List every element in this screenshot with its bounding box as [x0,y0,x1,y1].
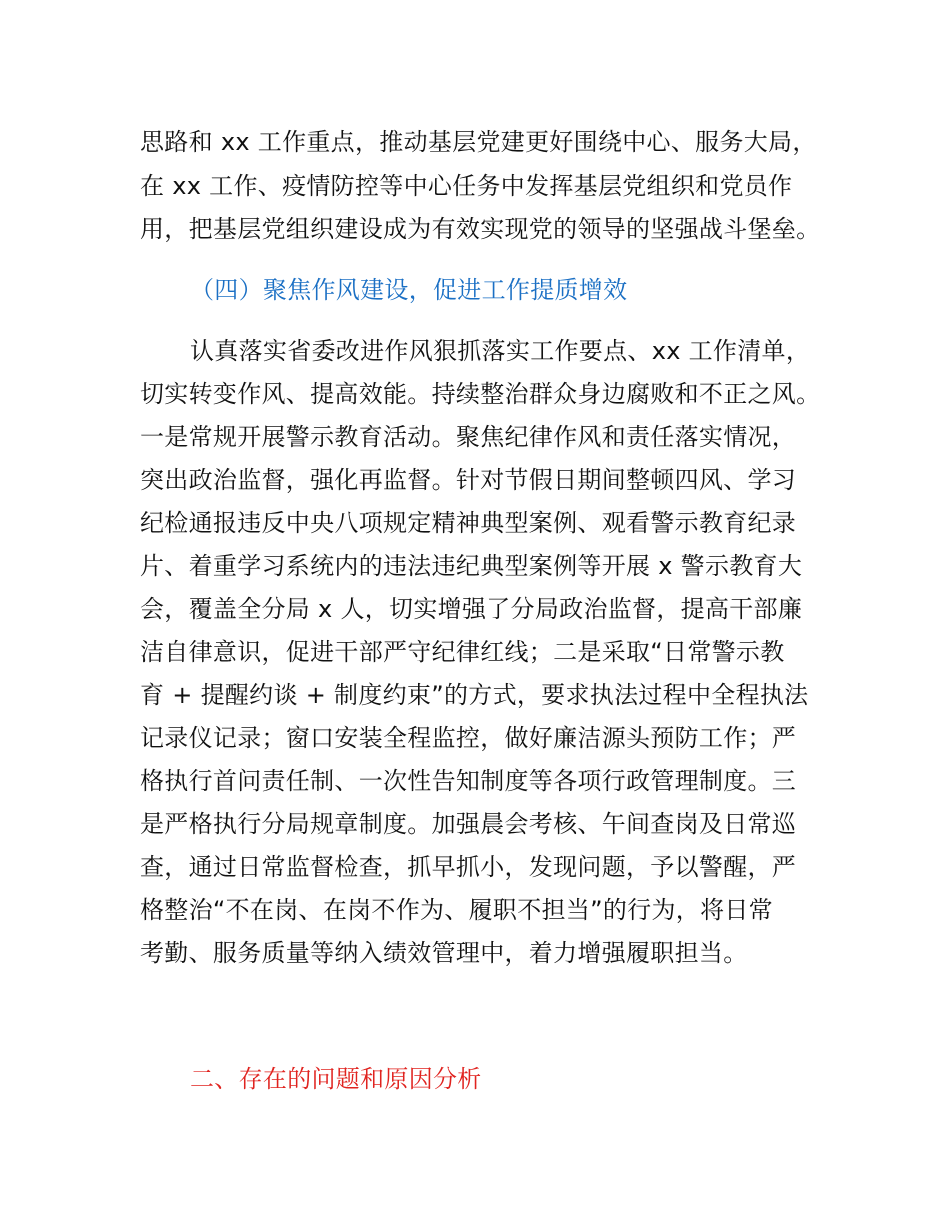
paragraph-line: 纪检通报违反中央八项规定精神典型案例、观看警示教育纪录 [140,509,797,537]
paragraph-line: 格整治“不在岗、在岗不作为、履职不担当”的行为，将日常 [140,896,773,924]
paragraph-line: 育 + 提醒约谈 + 制度约束”的方式，要求执法过程中全程执法 [140,681,809,709]
paragraph-line: 切实转变作风、提高效能。持续整治群众身边腐败和不正之风。 [140,380,821,408]
paragraph-line: 一是常规开展警示教育活动。聚焦纪律作风和责任落实情况， [140,423,797,451]
paragraph-line: 记录仪记录；窗口安装全程监控，做好廉洁源头预防工作；严 [140,724,797,752]
paragraph-line: 格执行首问责任制、一次性告知制度等各项行政管理制度。三 [140,767,797,795]
paragraph-line: 考勤、服务质量等纳入绩效管理中，着力增强履职担当。 [140,939,748,967]
paragraph-line: 用，把基层党组织建设成为有效实现党的领导的坚强战斗堡垒。 [140,215,821,243]
paragraph-line: 会，覆盖全分局 x 人，切实增强了分局政治监督，提高干部廉 [140,595,803,623]
paragraph-line: 是严格执行分局规章制度。加强晨会考核、午间查岗及日常巡 [140,810,797,838]
chapter-heading: 二、存在的问题和原因分析 [190,1065,482,1093]
paragraph-line: 在 xx 工作、疫情防控等中心任务中发挥基层党组织和党员作 [140,172,793,200]
section-heading: （四）聚焦作风建设，促进工作提质增效 [190,276,628,304]
paragraph-line: 思路和 xx 工作重点，推动基层党建更好围绕中心、服务大局， [140,128,817,156]
paragraph-line: 认真落实省委改进作风狠抓落实工作要点、xx 工作清单， [190,337,811,365]
paragraph-line: 查，通过日常监督检查，抓早抓小，发现问题，予以警醒，严 [140,853,797,881]
paragraph-line: 片、着重学习系统内的违法违纪典型案例等开展 x 警示教育大 [140,552,803,580]
paragraph-line: 洁自律意识，促进干部严守纪律红线；二是采取“日常警示教 [140,638,785,666]
paragraph-line: 突出政治监督，强化再监督。针对节假日期间整顿四风、学习 [140,466,797,494]
